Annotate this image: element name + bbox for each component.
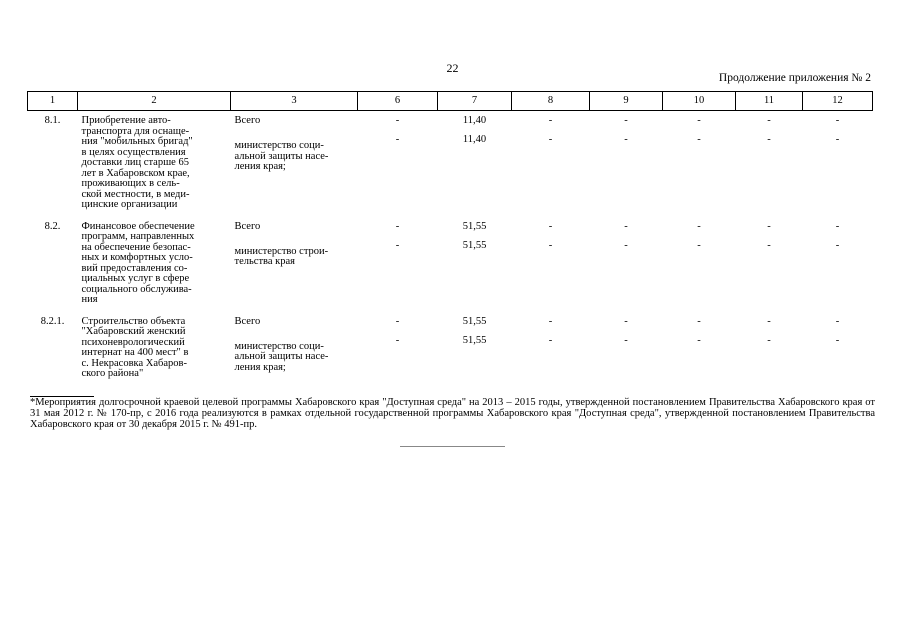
value-cell-c10 xyxy=(663,111,736,217)
value: - xyxy=(624,115,628,126)
value-cell-c6 xyxy=(358,217,438,312)
value-cell-c7 xyxy=(438,111,512,217)
value-cell-c7 xyxy=(438,217,512,312)
value: - xyxy=(624,315,628,327)
value: - xyxy=(548,334,553,346)
value: - xyxy=(697,315,701,327)
col-header: 11 xyxy=(736,92,803,111)
value: - xyxy=(835,115,840,126)
value: - xyxy=(835,239,840,251)
value-cell-c11 xyxy=(736,111,803,217)
value: - xyxy=(767,220,771,232)
funding-source-label: Всего xyxy=(234,315,261,327)
value-cell-c7 xyxy=(438,312,512,386)
value-cell-c12 xyxy=(803,217,873,312)
funding-source-label: министерство соци- альной защиты насе- ления края; xyxy=(234,140,329,172)
value: - xyxy=(395,315,400,327)
value: - xyxy=(548,134,553,145)
value: - xyxy=(835,315,840,327)
value: - xyxy=(767,334,771,346)
value: 11,40 xyxy=(462,134,487,145)
value: - xyxy=(835,220,840,232)
value: - xyxy=(548,220,553,232)
value: - xyxy=(624,334,628,346)
value-cell-c9 xyxy=(590,111,663,217)
value-cell-c8 xyxy=(512,111,590,217)
value: - xyxy=(395,134,400,145)
value: - xyxy=(697,239,701,251)
row-number: 8.2. xyxy=(44,220,61,232)
col-header: 9 xyxy=(590,92,663,111)
value-cell-c8 xyxy=(512,312,590,386)
measure-name: Строительство объекта "Хабаровский женский психоневрологический интернат на 400 мест" в с. Некрасовка Хабаров- ского района" xyxy=(81,315,189,379)
page-number: 22 xyxy=(446,61,459,75)
value: - xyxy=(835,334,840,346)
funding-source-label: министерство строи- тельства края xyxy=(234,245,329,267)
value-cell-c6 xyxy=(358,312,438,386)
value: 11,40 xyxy=(462,115,487,126)
header-row xyxy=(28,92,873,111)
value-cell-c10 xyxy=(663,217,736,312)
value: - xyxy=(624,220,628,232)
col-header: 10 xyxy=(663,92,736,111)
value: - xyxy=(548,239,553,251)
value: - xyxy=(767,115,771,126)
value: - xyxy=(395,239,400,251)
value: - xyxy=(767,239,771,251)
col-header: 2 xyxy=(78,92,231,111)
source-cell xyxy=(231,312,358,386)
row-number: 8.1. xyxy=(44,115,61,126)
value: - xyxy=(767,134,771,145)
value: - xyxy=(395,115,400,126)
program-table xyxy=(27,91,873,386)
col-header: 1 xyxy=(28,92,78,111)
value: - xyxy=(395,220,400,232)
col-header: 7 xyxy=(438,92,512,111)
value: 51,55 xyxy=(462,315,487,327)
col-header: 6 xyxy=(358,92,438,111)
value-cell-c8 xyxy=(512,217,590,312)
col-header: 3 xyxy=(231,92,358,111)
table-row xyxy=(28,312,873,386)
value: - xyxy=(697,134,701,145)
value-cell-c10 xyxy=(663,312,736,386)
value-cell-c12 xyxy=(803,312,873,386)
value: - xyxy=(697,334,701,346)
value: 51,55 xyxy=(462,220,487,232)
funding-source-label: Всего xyxy=(234,220,261,232)
table-row xyxy=(28,217,873,312)
funding-source-label: министерство соци- альной защиты насе- ления края; xyxy=(234,340,329,373)
source-cell xyxy=(231,217,358,312)
continuation-label: Продолжение приложения № 2 xyxy=(718,72,871,84)
measure-name: Приобретение авто- транспорта для оснаще- ния "мобильных бригад" в целях осуществления доставки лиц старше 65 лет в Хабаровском крае, проживающих в сель- ской местности, в меди- цинские организации xyxy=(81,115,193,210)
end-rule xyxy=(400,446,505,447)
col-header: 8 xyxy=(512,92,590,111)
value: - xyxy=(697,220,701,232)
value: - xyxy=(624,239,628,251)
value: - xyxy=(548,315,553,327)
value-cell-c12 xyxy=(803,111,873,217)
source-cell xyxy=(231,111,358,217)
value: 51,55 xyxy=(462,334,487,346)
table-row xyxy=(28,111,873,217)
value: - xyxy=(624,134,628,145)
value-cell-c9 xyxy=(590,217,663,312)
funding-source-label: Всего xyxy=(234,115,261,126)
value: - xyxy=(548,115,553,126)
value: - xyxy=(395,334,400,346)
value-cell-c6 xyxy=(358,111,438,217)
value-cell-c9 xyxy=(590,312,663,386)
row-number: 8.2.1. xyxy=(40,315,65,327)
col-header: 12 xyxy=(803,92,873,111)
value: - xyxy=(697,115,701,126)
value: - xyxy=(767,315,771,327)
value: - xyxy=(835,134,840,145)
measure-name: Финансовое обеспечение программ, направленных на обеспечение безопас- ных и комфортных усло- вий предоставления со- циальных услуг в сфере социального обслужива- ния xyxy=(81,220,195,305)
value-cell-c11 xyxy=(736,312,803,386)
value: 51,55 xyxy=(462,239,487,251)
footnote: *Мероприятия долгосрочной краевой целевой программы Хабаровского края "Доступная среда" на 2013 – 2015 годы, утвержденной постановлением Правительства Хабаровского края от 31 мая 2012 г. № 170-пр, с 2016 года реализуются в рамках отдельной государственной программы Хабаровского края "Доступная среда", утвержденной постановлением Правительства Хабаровского края от 30 декабря 2015 г. № 491-пр. xyxy=(30,397,875,430)
value-cell-c11 xyxy=(736,217,803,312)
